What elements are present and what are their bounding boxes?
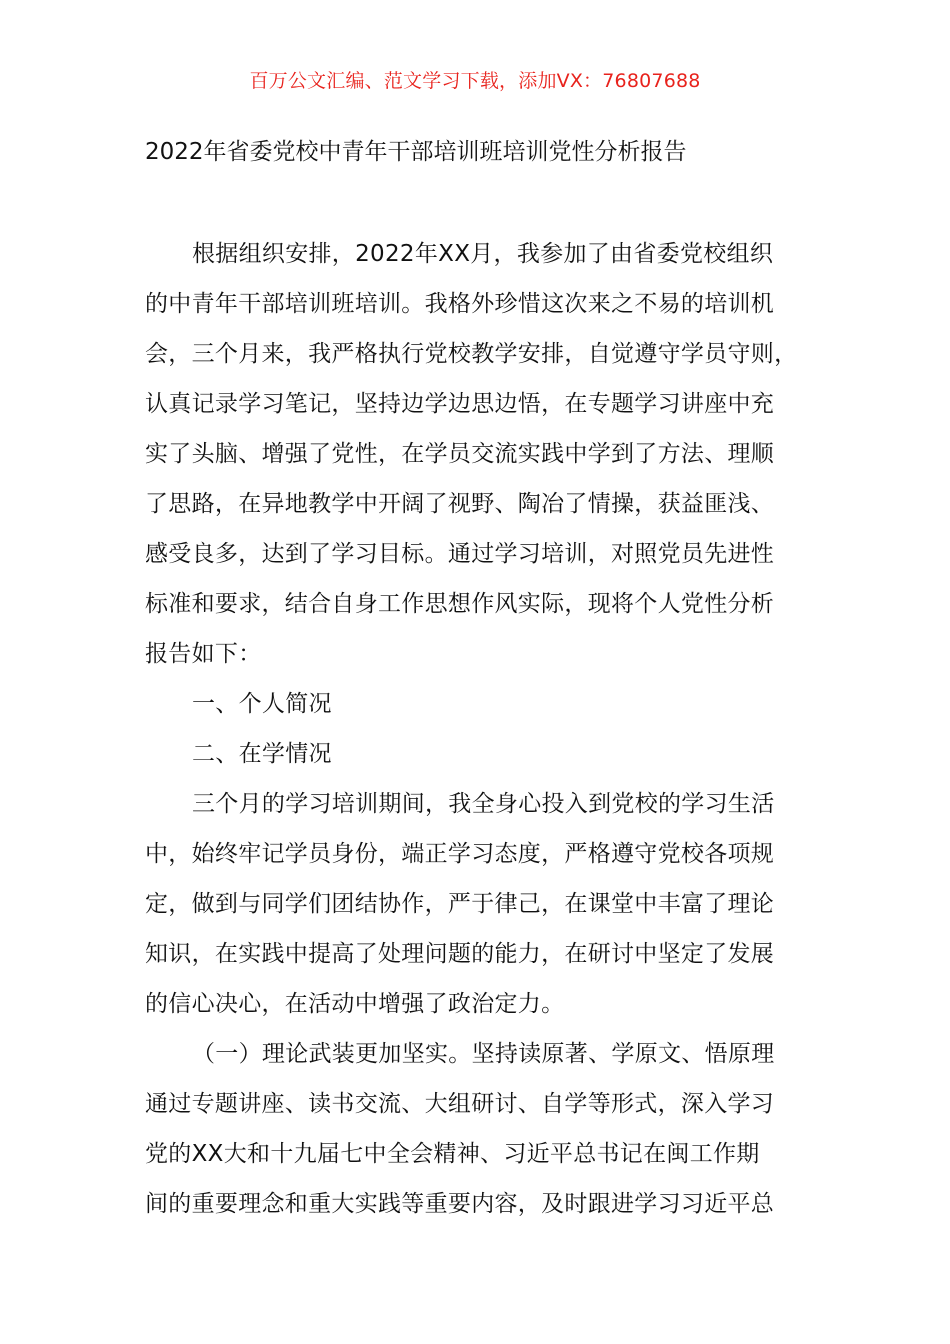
paragraph-line: 的信心决心，在活动中增强了政治定力。 xyxy=(145,991,565,1017)
header-banner: 百万公文汇编、范文学习下载，添加VX：76807688 xyxy=(249,70,701,92)
paragraph-line: 报告如下： xyxy=(145,641,262,667)
paragraph-line: 间的重要理念和重大实践等重要内容，及时跟进学习习近平总 xyxy=(145,1191,775,1217)
section-heading: 一、个人简况 xyxy=(192,691,332,717)
paragraph-line: 的中青年干部培训班培训。我格外珍惜这次来之不易的培训机 xyxy=(145,291,775,317)
paragraph-line: 感受良多，达到了学习目标。通过学习培训，对照党员先进性 xyxy=(145,541,775,567)
paragraph-line: 根据组织安排，2022年XX月，我参加了由省委党校组织 xyxy=(192,241,774,267)
section-heading: 二、在学情况 xyxy=(192,741,332,767)
paragraph-line: 标准和要求，结合自身工作思想作风实际，现将个人党性分析 xyxy=(145,591,775,617)
paragraph-line: 党的XX大和十九届七中全会精神、习近平总书记在闽工作期 xyxy=(145,1141,760,1167)
paragraph-line: 认真记录学习笔记，坚持边学边思边悟，在专题学习讲座中充 xyxy=(145,391,775,417)
paragraph-line: 了思路，在异地教学中开阔了视野、陶冶了情操，获益匪浅、 xyxy=(145,491,775,517)
document-body xyxy=(145,229,835,1229)
paragraph-line: 三个月的学习培训期间，我全身心投入到党校的学习生活 xyxy=(192,791,775,817)
paragraph-line: 会，三个月来，我严格执行党校教学安排，自觉遵守学员守则， xyxy=(145,341,798,367)
paragraph-line: 定，做到与同学们团结协作，严于律己，在课堂中丰富了理论 xyxy=(145,891,775,917)
document-title: 2022年省委党校中青年干部培训班培训党性分析报告 xyxy=(145,139,687,165)
paragraph-line: 知识，在实践中提高了处理问题的能力，在研讨中坚定了发展 xyxy=(145,941,775,967)
paragraph-line: 通过专题讲座、读书交流、大组研讨、自学等形式，深入学习 xyxy=(145,1091,775,1117)
paragraph-line: （一）理论武装更加坚实。坚持读原著、学原文、悟原理 xyxy=(192,1041,775,1067)
paragraph-line: 实了头脑、增强了党性，在学员交流实践中学到了方法、理顺 xyxy=(145,441,775,467)
paragraph-line: 中，始终牢记学员身份，端正学习态度，严格遵守党校各项规 xyxy=(145,841,775,867)
